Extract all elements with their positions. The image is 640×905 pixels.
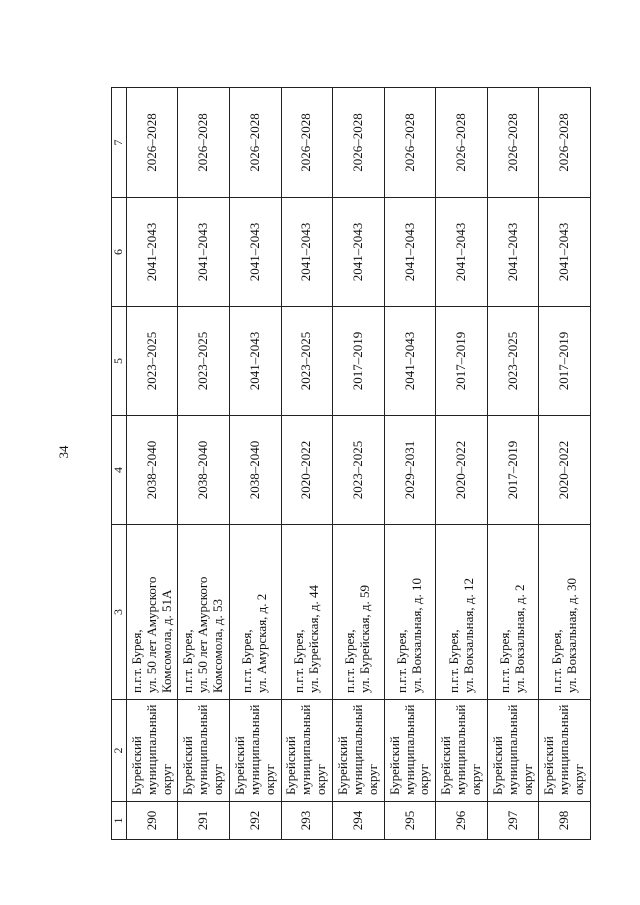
period-cell-c5: 2017–2019 [436,307,488,416]
district-line: Бурейский [334,736,350,795]
district-line: муниципальный [349,704,365,795]
period-cell-c7: 2026–2028 [126,88,178,198]
row-number-cell: 295 [384,802,436,840]
column-header: 6 [112,198,127,307]
address-line: п.г.т. Бурея, [445,629,461,693]
district-line: Бурейский [180,736,196,795]
row-number-cell: 297 [487,802,539,840]
column-header: 2 [112,700,127,802]
address-line: Комсомола, д. 53 [210,599,226,693]
period-cell-c7: 2026–2028 [436,88,488,198]
district-line: Бурейский [489,736,505,795]
district-line: муниципальный [556,704,572,795]
address-line: ул. Вокзальная, д. 30 [563,578,579,693]
address-cell [436,525,488,700]
district-line: округ [158,764,174,795]
period-cell-c6: 2041–2043 [487,198,539,307]
address-line: п.г.т. Бурея, [342,629,358,693]
district-line: округ [364,764,380,795]
address-line: ул. Вокзальная, д. 10 [408,578,424,693]
district-line: Бурейский [128,736,144,795]
table-body [126,88,590,840]
table-row [436,88,488,840]
row-number-cell: 296 [436,802,488,840]
row-number-cell: 290 [126,802,178,840]
district-line: муниципальный [401,704,417,795]
address-line: ул. Бурейская, д. 44 [305,584,321,693]
district-line: округ [571,764,587,795]
period-cell-c4: 2020–2022 [436,416,488,525]
period-cell-c4: 2038–2040 [126,416,178,525]
district-line: муниципальный [453,704,469,795]
address-line: п.г.т. Бурея, [548,629,564,693]
period-cell-c5: 2017–2019 [539,307,591,416]
period-cell-c7: 2026–2028 [333,88,385,198]
period-cell-c6: 2041–2043 [384,198,436,307]
district-cell [487,700,539,802]
header-row [112,88,127,840]
district-cell [126,700,178,802]
address-cell [487,525,539,700]
district-line: Бурейский [438,736,454,795]
district-line: Бурейский [386,736,402,795]
row-number-cell: 294 [333,802,385,840]
table-row [126,88,178,840]
address-line: ул. Вокзальная, д. 12 [460,578,476,693]
district-line: округ [468,764,484,795]
district-line: округ [210,764,226,795]
table-row [229,88,281,840]
period-cell-c6: 2041–2043 [281,198,333,307]
period-cell-c7: 2026–2028 [281,88,333,198]
district-cell [436,700,488,802]
address-line: п.г.т. Бурея, [239,629,255,693]
address-line: п.г.т. Бурея, [497,629,513,693]
district-cell [333,700,385,802]
address-cell [281,525,333,700]
address-line: ул. 50 лет Амурского [195,576,211,693]
period-cell-c7: 2026–2028 [384,88,436,198]
period-cell-c7: 2026–2028 [487,88,539,198]
period-cell-c5: 2023–2025 [487,307,539,416]
district-line: муниципальный [504,704,520,795]
period-cell-c5: 2023–2025 [178,307,230,416]
table-row [178,88,230,840]
data-table-container [111,88,591,840]
period-cell-c4: 2020–2022 [539,416,591,525]
period-cell-c6: 2041–2043 [229,198,281,307]
period-cell-c4: 2038–2040 [178,416,230,525]
period-cell-c7: 2026–2028 [229,88,281,198]
district-cell [178,700,230,802]
period-cell-c4: 2020–2022 [281,416,333,525]
district-cell [229,700,281,802]
period-cell-c4: 2023–2025 [333,416,385,525]
period-cell-c7: 2026–2028 [539,88,591,198]
period-cell-c5: 2017–2019 [333,307,385,416]
address-line: п.г.т. Бурея, [290,629,306,693]
district-line: Бурейский [541,736,557,795]
column-header: 4 [112,416,127,525]
table-row [539,88,591,840]
address-line: ул. Вокзальная, д. 2 [512,584,528,693]
period-cell-c4: 2029–2031 [384,416,436,525]
period-cell-c6: 2041–2043 [126,198,178,307]
period-cell-c5: 2041–2043 [229,307,281,416]
period-cell-c6: 2041–2043 [333,198,385,307]
period-cell-c5: 2023–2025 [281,307,333,416]
period-cell-c6: 2041–2043 [178,198,230,307]
period-cell-c5: 2041–2043 [384,307,436,416]
period-cell-c5: 2023–2025 [126,307,178,416]
district-line: муниципальный [143,704,159,795]
column-header: 1 [112,802,127,840]
table-row [333,88,385,840]
address-line: п.г.т. Бурея, [180,629,196,693]
page-number: 34 [56,445,71,459]
period-cell-c4: 2017–2019 [487,416,539,525]
district-line: округ [519,764,535,795]
table-row [487,88,539,840]
row-number-cell: 292 [229,802,281,840]
row-number-cell: 293 [281,802,333,840]
column-header: 3 [112,525,127,700]
district-cell [384,700,436,802]
row-number-cell: 298 [539,802,591,840]
table-row [384,88,436,840]
district-line: муниципальный [298,704,314,795]
district-cell [539,700,591,802]
address-line: п.г.т. Бурея, [128,629,144,693]
address-line: ул. Амурская, д. 2 [254,593,270,693]
period-cell-c6: 2041–2043 [436,198,488,307]
data-table [111,87,591,840]
district-line: округ [416,764,432,795]
period-cell-c4: 2038–2040 [229,416,281,525]
address-cell [229,525,281,700]
address-line: ул. Бурейская, д. 59 [357,584,373,693]
column-header: 7 [112,88,127,198]
address-line: Комсомола, д. 51А [158,589,174,693]
address-cell [178,525,230,700]
address-line: п.г.т. Бурея, [394,629,410,693]
address-cell [384,525,436,700]
district-line: Бурейский [231,736,247,795]
period-cell-c6: 2041–2043 [539,198,591,307]
table-row [281,88,333,840]
district-line: муниципальный [246,704,262,795]
district-line: округ [261,764,277,795]
address-cell [333,525,385,700]
address-line: ул. 50 лет Амурского [143,576,159,693]
district-line: муниципальный [195,704,211,795]
district-line: округ [313,764,329,795]
row-number-cell: 291 [178,802,230,840]
address-cell [126,525,178,700]
district-line: Бурейский [283,736,299,795]
period-cell-c7: 2026–2028 [178,88,230,198]
column-header: 5 [112,307,127,416]
address-cell [539,525,591,700]
district-cell [281,700,333,802]
